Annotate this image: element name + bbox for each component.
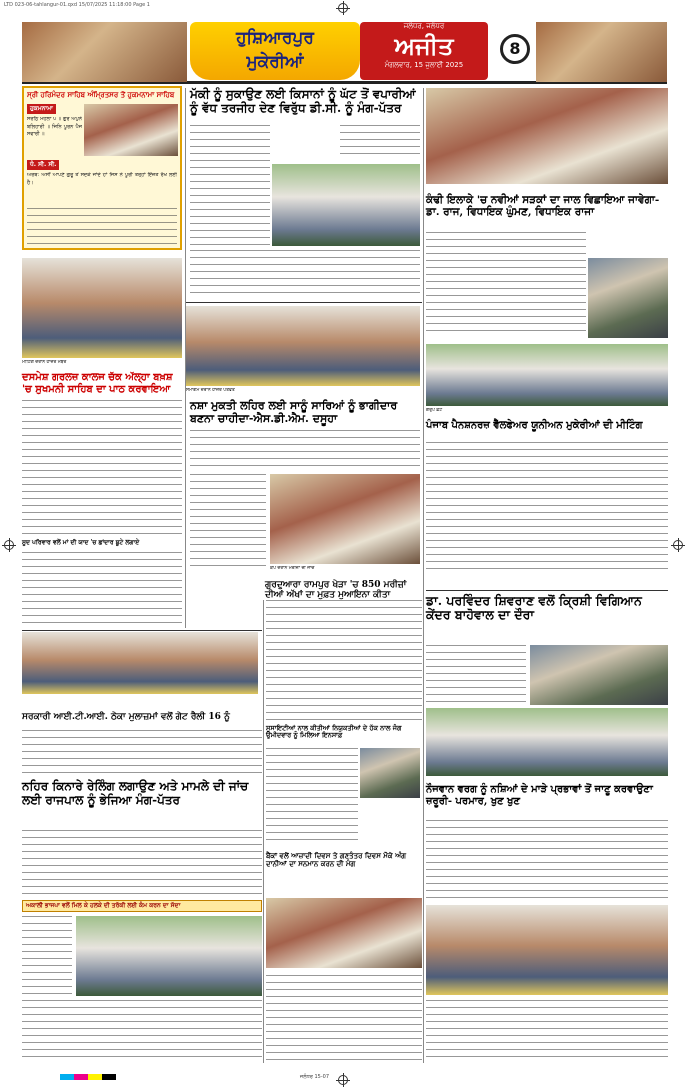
cyan-swatch <box>60 1074 74 1080</box>
photo-caption: ਗਰੁੱਪ ਫ਼ੋਟੋ <box>426 408 443 413</box>
footer <box>0 1070 687 1089</box>
headline-a4: ਨਸ਼ਾ ਮੁਕਤੀ ਲਹਿਰ ਲਈ ਸਾਨੂੰ ਸਾਰਿਆਂ ਨੂੰ ਭਾਗੀਦਾਰ ਬਣਨਾ ਚਾਹੀਦਾ-ਐਸ.ਡੀ.ਐਮ. ਦਸੂਹਾ <box>190 399 398 425</box>
registration-mark-icon <box>673 540 683 550</box>
text-block <box>426 820 668 900</box>
date-line: ਮੰਗਲਵਾਰ, 15 ਜੁਲਾਈ 2025 <box>384 61 464 69</box>
magenta-swatch <box>74 1074 88 1080</box>
text-block <box>190 474 266 569</box>
hukamnama-tag: ਹੁਕਮਨਾਮਾ <box>27 104 56 114</box>
headline-a5: ਪੰਜਾਬ ਪੈਨਸ਼ਨਰਜ਼ ਵੈੱਲਫੇਅਰ ਯੂਨੀਅਨ ਮੁਕੇਰੀਆਂ ਦੀ ਮੀਟਿੰਗ <box>426 420 643 431</box>
footer-page-info: ਜਲੰਧਰ 15-07 <box>300 1074 330 1080</box>
text-block <box>22 400 182 535</box>
text-block <box>266 600 422 720</box>
portrait-photo <box>588 258 668 338</box>
divider <box>186 302 422 303</box>
article-photo <box>426 344 668 406</box>
registration-mark-icon <box>338 3 348 13</box>
hukamnama-title: ਸ੍ਰੀ ਹਰਿਮੰਦਰ ਸਾਹਿਬ ਅੰਮ੍ਰਿਤਸਰ ਤੋਂ ਹੁਕਮਨਾਮਾ ਸਾਹਿਬ <box>27 90 175 99</box>
divider <box>22 630 262 631</box>
headline-a1: ਮੱਕੀ ਨੂੰ ਸੁਕਾਉਣ ਲਈ ਕਿਸਾਨਾਂ ਨੂੰ ਘੱਟ ਤੋਂ ਵਪਾਰੀਆਂ ਨੂੰ ਵੱਧ ਤਰਜੀਹ ਦੇਣ ਵਿਰੁੱਧ ਡੀ.ਸੀ. ਨੂੰ ਮੰਗ-ਪੱਤਰ <box>190 87 416 115</box>
meaning-text: ਅਰਥ: ਅਸੀਂ ਆਪਣੇ ਗੁਰੂ ਤੋਂ ਸਦਕੇ ਜਾਂਦੇ ਹਾਂ ਜਿਸ ਨੇ ਪੂਰੀ ਤਰ੍ਹਾਂ ਇੱਜ਼ਤ ਰੱਖ ਲਈ ਹੈ। <box>27 172 177 186</box>
text-block <box>426 442 668 572</box>
photo-caption: ਸਮਾਗਮ ਦੌਰਾਨ ਹਾਜ਼ਰ ਪਤਵੰਤੇ <box>186 388 235 393</box>
text-block <box>190 430 420 470</box>
portrait-photo <box>360 748 420 798</box>
meaning-tag: ਧੰ. ਸੀ. ਸੀ. <box>27 160 59 170</box>
text-block <box>22 730 262 775</box>
headline-a2: ਕੰਢੀ ਇਲਾਕੇ 'ਚ ਨਵੀਆਂ ਸੜਕਾਂ ਦਾ ਜਾਲ ਵਿਛਾਇਆ ਜਾਵੇਗਾ- ਡਾ. ਰਾਜ, ਵਿਧਾਇਕ ਘੁੰਮਣ, ਵਿਧਾਇਕ ਰਾਜਾ <box>426 194 660 219</box>
text-block <box>190 250 420 298</box>
article-photo <box>426 88 668 184</box>
article-photo <box>530 645 668 705</box>
text-block <box>426 232 586 337</box>
paper-name: ਅਜੀਤ <box>394 31 454 60</box>
masthead-right-photo <box>536 22 667 82</box>
divider <box>426 590 668 591</box>
text-block <box>426 1000 668 1062</box>
headline-a9: ਨਹਿਰ ਕਿਨਾਰੇ ਰੇਲਿੰਗ ਲਗਾਉਣ ਅਤੇ ਮਾਮਲੇ ਦੀ ਜਾਂਚ ਲਈ ਰਾਜਪਾਲ ਨੂੰ ਭੇਜਿਆ ਮੰਗ-ਪੱਤਰ <box>22 779 249 807</box>
brand-line-2: ਮੁਕੇਰੀਆਂ <box>246 52 304 72</box>
headline-a12: ਬੈਂਕਾਂ ਵਲੋਂ ਆਜ਼ਾਦੀ ਦਿਵਸ ਤੇ ਗਣਤੰਤਰ ਦਿਵਸ ਮੌਕੇ ਅੰਗ ਦਾਨੀਆਂ ਦਾ ਸਨਮਾਨ ਕਰਨ ਦੀ ਮੰਗ <box>266 851 407 869</box>
article-photo <box>426 905 668 995</box>
headline-a6: ਗੁਰਦੁਆਰਾ ਰਾਮਪੁਰ ਖੇੜਾ 'ਚ 850 ਮਰੀਜ਼ਾਂ ਦੀਆਂ ਅੱਖਾਂ ਦਾ ਮੁਫ਼ਤ ਮੁਆਇਨਾ ਕੀਤਾ <box>265 580 407 601</box>
article-photo <box>22 632 258 694</box>
yellow-swatch <box>88 1074 102 1080</box>
text-block <box>27 208 177 246</box>
masthead-left-photo <box>22 22 187 82</box>
article-photo <box>22 258 182 358</box>
hukamnama-text: ਸੋਰਠਿ ਮਹਲਾ ੫ ॥ ਗੁਰ ਅਪੁਨੇ ਬਲਿਹਾਰੀ ॥ ਜਿਨਿ ਪੂਰਨ ਪੈਜ ਸਵਾਰੀ ॥ <box>27 116 82 137</box>
banner-strip: ਅਕਾਲੀ ਭਾਜਪਾ ਵਲੋਂ ਮਿਲ ਕੇ ਹਲਕੇ ਦੀ ਤਰੱਕੀ ਲਈ ਕੰਮ ਕਰਨ ਦਾ ਸੱਦਾ <box>22 900 262 912</box>
text-block <box>340 125 420 160</box>
eye-camp-photo <box>270 474 420 564</box>
brand-block <box>190 22 360 80</box>
text-block <box>266 975 422 1063</box>
text-block <box>22 830 262 896</box>
hukamnama-box <box>22 86 182 250</box>
article-photo <box>76 916 262 996</box>
article-photo <box>426 708 668 776</box>
masthead <box>22 22 667 84</box>
color-bar <box>60 1074 116 1082</box>
column-divider <box>423 88 424 1063</box>
headline-a13: ਸੁਸਾਇਟੀਆਂ ਨਾਲ ਕੀਤੀਆਂ ਨਿਯੁਕਤੀਆਂ ਦੇ ਹੱਕ ਨਾਲ ਜੰਗ ਉਮੀਦਵਾਰ ਨੂੰ ਮਿਲਿਆ ਇਨਸਾਫ਼ <box>266 724 402 740</box>
headline-a3: ਦਸਮੇਸ਼ ਗਰਲਜ਼ ਕਾਲਜ ਚੱਕ ਅੱਲ੍ਹਾ ਬਖ਼ਸ਼ 'ਚ ਸੁਖਮਨੀ ਸਾਹਿਬ ਦਾ ਪਾਠ ਕਰਵਾਇਆ <box>22 372 173 395</box>
paper-brand <box>360 22 488 80</box>
photo-caption: ਮੀਟਿੰਗ ਦੌਰਾਨ ਹਾਜ਼ਰ ਮੈਂਬਰ <box>22 360 67 365</box>
text-block <box>22 1000 262 1062</box>
column-divider <box>185 88 186 628</box>
golden-temple-photo <box>84 104 178 156</box>
column-divider <box>263 600 264 1063</box>
text-block <box>426 645 526 705</box>
page-number: 8 <box>500 34 530 64</box>
headline-a8: ਸਰਕਾਰੀ ਆਈ.ਟੀ.ਆਈ. ਠੇਕਾ ਮੁਲਾਜ਼ਮਾਂ ਵਲੋਂ ਗੇਟ ਰੈਲੀ 16 ਨੂੰ <box>22 712 230 722</box>
article-photo <box>272 164 420 246</box>
brand-line-1: ਹੁਸ਼ਿਆਰਪੁਰ <box>236 28 314 48</box>
black-swatch <box>102 1074 116 1080</box>
registration-mark-icon <box>4 540 14 550</box>
article-photo <box>186 306 420 386</box>
article-photo <box>266 898 422 968</box>
photo-caption: ਕੈਂਪ ਦੌਰਾਨ ਮਰੀਜ਼ਾਂ ਦੀ ਜਾਂਚ <box>270 566 315 571</box>
text-block <box>190 125 270 245</box>
print-meta-line: LTD 023-06-tahlangur-01.qxd 15/07/2025 11:18:00 Page 1 <box>4 2 150 8</box>
headline-a7: ਡਾ. ਪਰਵਿੰਦਰ ਸ਼ਿਵਰਾਣ ਵਲੋਂ ਕ੍ਰਿਸ਼ੀ ਵਿਗਿਆਨ ਕੇਂਦਰ ਬਾਹੋਵਾਲ ਦਾ ਦੌਰਾ <box>426 593 642 623</box>
text-block <box>22 916 72 996</box>
headline-a11: ਨੌਜਵਾਨ ਵਰਗ ਨੂੰ ਨਸ਼ਿਆਂ ਦੇ ਮਾੜੇ ਪ੍ਰਭਾਵਾਂ ਤੋਂ ਜਾਣੂ ਕਰਵਾਉਣਾ ਜ਼ਰੂਰੀ- ਪਰਮਾਰ, ਖੁਣ ਖੁਣ <box>426 784 653 807</box>
edition-label: ਜਲੰਧਰ, ਜਲੰਧਰ <box>403 22 445 30</box>
text-block <box>22 552 182 627</box>
headline-a14: ਸੂਦ ਪਰਿਵਾਰ ਵਲੋਂ ਮਾਂ ਦੀ ਯਾਦ 'ਚ ਛਾਂਦਾਰ ਬੂਟੇ ਲਗਾਏ <box>22 539 140 546</box>
text-block <box>266 748 358 843</box>
